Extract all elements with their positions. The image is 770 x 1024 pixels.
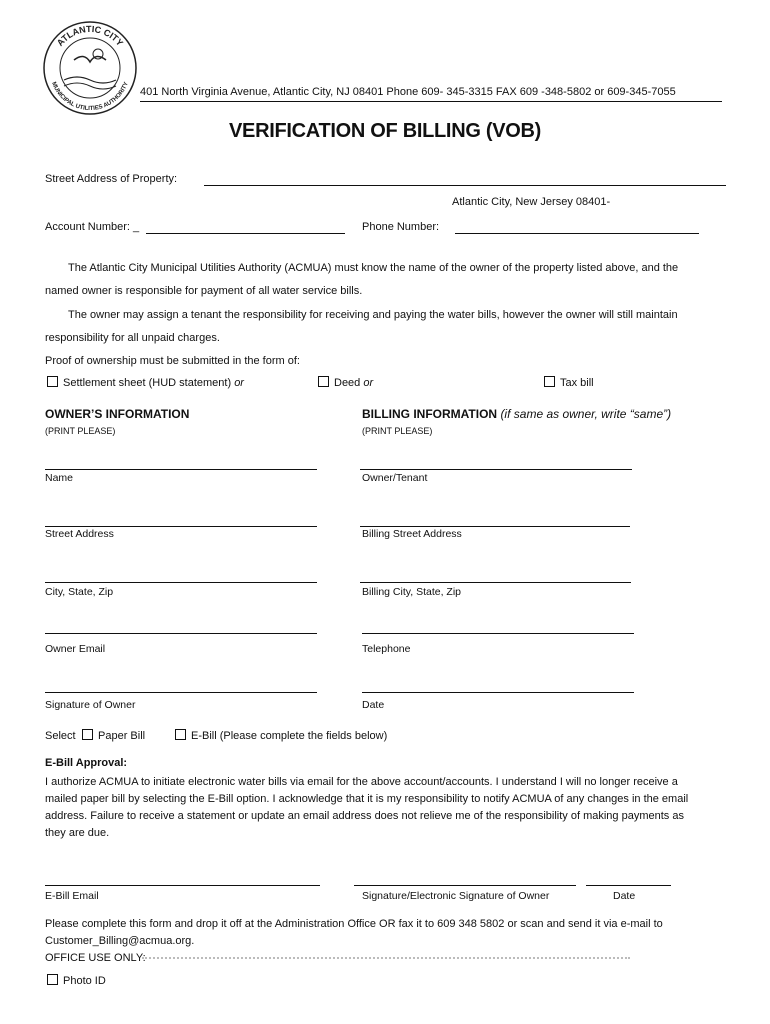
svg-text:MUNICIPAL UTILITIES AUTHORITY: MUNICIPAL UTILITIES AUTHORITY (50, 81, 130, 113)
header-divider (140, 101, 722, 102)
billing-telephone-label: Telephone (362, 643, 411, 655)
ebill-checkbox[interactable] (175, 729, 186, 740)
header-address: 401 North Virginia Avenue, Atlantic City, NJ 08401 Phone 609- 345-3315 FAX 609 -348-5802 or 609-345-7055 (140, 86, 676, 98)
select-label: Select (45, 730, 76, 742)
billing-owner-tenant-label: Owner/Tenant (362, 472, 428, 484)
account-number-field[interactable] (146, 233, 345, 234)
owner-city-field[interactable] (45, 582, 317, 583)
billing-owner-tenant-field[interactable] (360, 469, 632, 470)
office-use-dotted-line (142, 957, 630, 959)
street-address-field[interactable] (204, 185, 726, 186)
ebill-email-label: E-Bill Email (45, 890, 99, 902)
paper-bill-checkbox[interactable] (82, 729, 93, 740)
ebill-text-line1: I authorize ACMUA to initiate electronic water bills via email for the above account/accounts. I understand I will no longer receive a (45, 776, 678, 788)
owner-street-field[interactable] (45, 526, 317, 527)
billing-street-label: Billing Street Address (362, 528, 462, 540)
photo-id-option[interactable]: Photo ID (47, 974, 106, 987)
owner-signature-label: Signature of Owner (45, 699, 136, 711)
billing-date-field[interactable] (362, 692, 634, 693)
deed-checkbox[interactable] (318, 376, 329, 387)
option-settlement-sheet[interactable]: Settlement sheet (HUD statement) or (47, 376, 244, 389)
ebill-date-field[interactable] (586, 885, 671, 886)
footer-instructions-line1: Please complete this form and drop it off at the Administration Office OR fax it to 609 348 5802 or scan and send it via e-mail to (45, 918, 663, 930)
option-tax-bill[interactable]: Tax bill (544, 376, 594, 389)
page-title: VERIFICATION OF BILLING (VOB) (228, 120, 542, 142)
billing-date-label: Date (362, 699, 385, 711)
ebill-email-field[interactable] (45, 885, 320, 886)
select-ebill[interactable]: E-Bill (Please complete the fields below) (175, 729, 387, 742)
city-state-zip-text: Atlantic City, New Jersey 08401- (452, 196, 611, 208)
option-deed[interactable]: Deed or (318, 376, 373, 389)
office-use-label: OFFICE USE ONLY: (45, 952, 146, 964)
owner-email-label: Owner Email (45, 643, 106, 655)
owner-city-label: City, State, Zip (45, 586, 114, 598)
billing-print-note: (PRINT PLEASE) (362, 426, 433, 436)
logo-seal-icon (40, 18, 140, 118)
owner-heading: OWNER’S INFORMATION (45, 407, 190, 421)
ebill-text-line2: mailed paper bill by selecting the E-Bill option. I acknowledge that it is my responsibility to notify ACMUA of any changes in the email (45, 793, 689, 805)
footer-email-address: Customer_Billing@acmua.org. (45, 935, 195, 947)
ebill-text-line4: they are due. (45, 827, 110, 839)
owner-street-label: Street Address (45, 528, 114, 540)
billing-city-label: Billing City, State, Zip (362, 586, 462, 598)
owner-email-field[interactable] (45, 633, 317, 634)
phone-number-field[interactable] (455, 233, 699, 234)
tax-bill-checkbox[interactable] (544, 376, 555, 387)
ebill-date-label: Date (613, 890, 636, 902)
intro-para1-line1: The Atlantic City Municipal Utilities Authority (ACMUA) must know the name of the owner of the property listed above, and the (68, 262, 679, 274)
billing-heading: BILLING INFORMATION (if same as owner, write “same”) (362, 407, 672, 421)
ebill-heading: E-Bill Approval: (45, 757, 128, 769)
street-address-label: Street Address of Property: (45, 173, 178, 185)
ebill-signature-field[interactable] (354, 885, 576, 886)
proof-label: Proof of ownership must be submitted in the form of: (45, 355, 300, 367)
billing-telephone-field[interactable] (362, 633, 634, 634)
settlement-checkbox[interactable] (47, 376, 58, 387)
owner-signature-field[interactable] (45, 692, 317, 693)
owner-print-note: (PRINT PLEASE) (45, 426, 116, 436)
photo-id-checkbox[interactable] (47, 974, 58, 985)
intro-para2-line1: The owner may assign a tenant the responsibility for receiving and paying the water bills, however the owner will still maintain (68, 309, 678, 321)
intro-para2-line2: responsibility for all unpaid charges. (45, 332, 220, 344)
acmua-logo (40, 18, 140, 118)
select-paper-bill[interactable]: Paper Bill (82, 729, 145, 742)
owner-name-label: Name (45, 472, 74, 484)
billing-city-field[interactable] (360, 582, 631, 583)
intro-para1-line2: named owner is responsible for payment of all water service bills. (45, 285, 363, 297)
ebill-text-line3: address. Failure to receive a statement or update an email address does not relieve me of the responsibility of making payments as (45, 810, 684, 822)
svg-text:ATLANTIC CITY: ATLANTIC CITY (54, 23, 126, 48)
phone-number-label: Phone Number: (362, 221, 440, 233)
owner-name-field[interactable] (45, 469, 317, 470)
billing-street-field[interactable] (360, 526, 630, 527)
ebill-signature-label: Signature/Electronic Signature of Owner (362, 890, 550, 902)
account-number-label: Account Number: _ (45, 221, 140, 233)
